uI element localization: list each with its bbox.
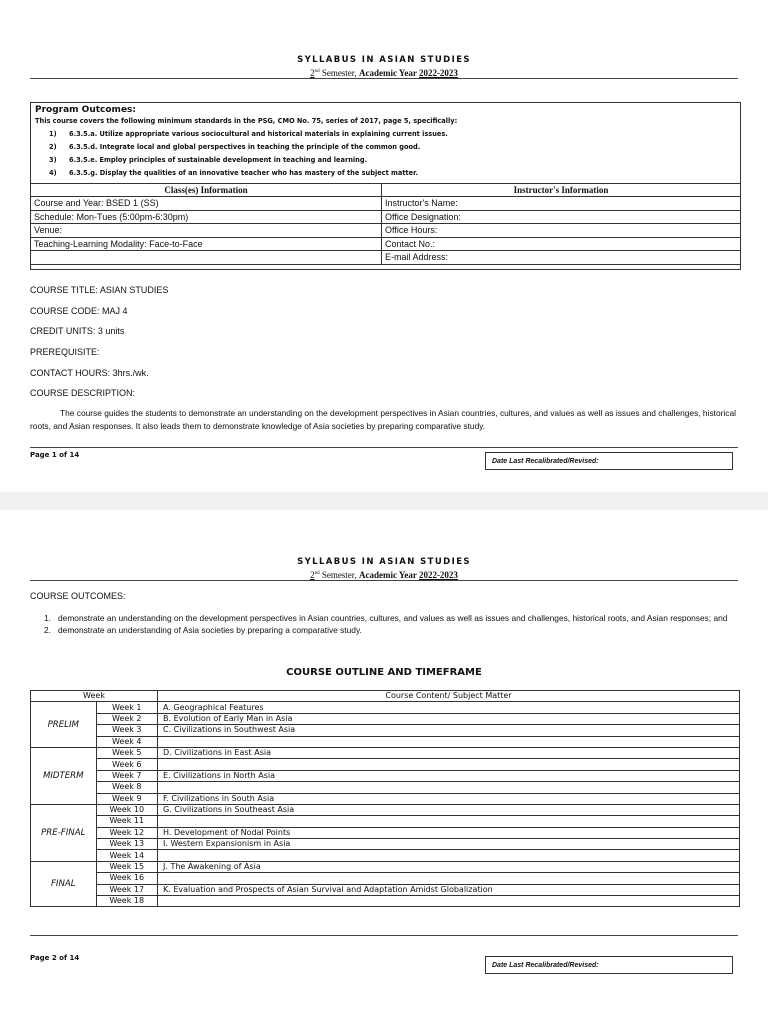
program-outcomes-intro: This course covers the following minimum standards in the PSG, CMO No. 75, series of 2017, page 5, specifically: bbox=[35, 117, 458, 125]
week-column-header: Week bbox=[31, 691, 158, 702]
semester-line: 2nd Semester, Academic Year 2022-2023 bbox=[310, 68, 458, 78]
course-outcome-number: 1. bbox=[44, 613, 51, 623]
outline-row bbox=[31, 782, 740, 793]
outline-row bbox=[31, 804, 740, 815]
contact-hours: CONTACT HOURS: 3hrs./wk. bbox=[30, 368, 149, 378]
week-cell: Week 11 bbox=[96, 816, 157, 827]
outline-row bbox=[31, 816, 740, 827]
page-2 bbox=[0, 510, 768, 1024]
week-cell: Week 7 bbox=[96, 770, 157, 781]
week-cell: Week 9 bbox=[96, 793, 157, 804]
info-row bbox=[31, 237, 741, 251]
content-cell: C. Civilizations in Southwest Asia bbox=[158, 725, 740, 736]
info-table bbox=[30, 183, 741, 265]
course-outcome-text: demonstrate an understanding of Asia societies by preparing a comparative study. bbox=[58, 625, 362, 635]
content-cell bbox=[158, 850, 740, 861]
week-cell: Week 1 bbox=[96, 702, 157, 713]
week-cell: Week 8 bbox=[96, 782, 157, 793]
content-cell: G. Civilizations in Southeast Asia bbox=[158, 804, 740, 815]
outline-row bbox=[31, 747, 740, 758]
date-revised-box: Date Last Recalibrated/Revised: bbox=[485, 452, 733, 470]
program-outcomes-section: Program Outcomes: This course covers the following minimum standards in the PSG, CMO No. 75, series of 2017, page 5, specifically: 1) 6.3.5.a. Utilize appropriate various sociocultural and historical materials in explaining current issues. 2) 6.3.5.d. Integrate local and global perspectives in teaching the principle of the common good. 3) 6.3.5.e. Employ principles of sustainable development in teaching and learning. 4) 6.3.5.g. Display the qualities of an innovative teacher who has mastery of the subject matter. bbox=[31, 103, 740, 179]
course-outcome-item bbox=[30, 613, 730, 623]
info-row bbox=[31, 224, 741, 238]
class-info-cell: Teaching-Learning Modality: Face-to-Face bbox=[31, 237, 382, 251]
course-outcome-text: demonstrate an understanding on the development perspectives in Asian countries, cultures, and values as well as issues and challenges, historical roots, and Asian responses; and bbox=[58, 613, 728, 623]
page-header bbox=[0, 55, 768, 78]
content-cell: D. Civilizations in East Asia bbox=[158, 747, 740, 758]
content-column-header: Course Content/ Subject Matter bbox=[158, 691, 740, 702]
week-cell: Week 12 bbox=[96, 827, 157, 838]
semester-line: 2nd Semester, Academic Year 2022-2023 bbox=[310, 570, 458, 580]
content-cell bbox=[158, 896, 740, 907]
program-outcomes-list bbox=[35, 130, 736, 177]
week-cell: Week 5 bbox=[96, 747, 157, 758]
program-outcomes-title: Program Outcomes bbox=[35, 105, 133, 115]
outline-table bbox=[30, 690, 740, 907]
week-cell: Week 14 bbox=[96, 850, 157, 861]
outline-row bbox=[31, 759, 740, 770]
program-outcome-item bbox=[49, 156, 736, 164]
outline-row bbox=[31, 850, 740, 861]
content-cell: I. Western Expansionism in Asia bbox=[158, 839, 740, 850]
outline-row bbox=[31, 873, 740, 884]
syllabus-title: SYLLABUS IN ASIAN STUDIES bbox=[297, 557, 471, 567]
page-1 bbox=[0, 0, 768, 492]
outline-row bbox=[31, 770, 740, 781]
content-cell bbox=[158, 759, 740, 770]
class-info-header: Class(es) Information bbox=[31, 184, 382, 197]
term-label: MIDTERM bbox=[31, 747, 97, 804]
class-info-cell: Course and Year: BSED 1 (SS) bbox=[31, 197, 382, 211]
program-outcome-text: 6.3.5.a. Utilize appropriate various sociocultural and historical materials in explaining current issues. bbox=[69, 130, 448, 138]
outline-row bbox=[31, 793, 740, 804]
program-outcome-item bbox=[49, 169, 736, 177]
outline-row bbox=[31, 725, 740, 736]
credit-units: CREDIT UNITS: 3 units bbox=[30, 326, 125, 336]
course-title: COURSE TITLE: ASIAN STUDIES bbox=[30, 285, 169, 295]
outline-title: COURSE OUTLINE AND TIMEFRAME bbox=[286, 667, 482, 678]
week-cell: Week 17 bbox=[96, 884, 157, 895]
page-header bbox=[0, 557, 768, 580]
instructor-info-cell: E-mail Address: bbox=[382, 251, 741, 265]
outline-row bbox=[31, 896, 740, 907]
content-cell: B. Evolution of Early Man in Asia bbox=[158, 713, 740, 724]
instructor-info-cell: Contact No.: bbox=[382, 237, 741, 251]
term-label: FINAL bbox=[31, 861, 97, 907]
course-outcome-number: 2. bbox=[44, 625, 51, 635]
program-outcome-item bbox=[49, 143, 736, 151]
outline-row bbox=[31, 713, 740, 724]
term-label: PRELIM bbox=[31, 702, 97, 748]
page-number: Page 1 of 14 bbox=[30, 451, 80, 459]
content-cell: F. Civilizations in South Asia bbox=[158, 793, 740, 804]
class-info-cell: Venue: bbox=[31, 224, 382, 238]
course-code: COURSE CODE: MAJ 4 bbox=[30, 306, 128, 316]
outline-row bbox=[31, 884, 740, 895]
program-outcome-number: 1) bbox=[49, 130, 57, 138]
course-description: The course guides the students to demonstrate an understanding on the development perspectives in Asian countries, cultures, and values as well as issues and challenges, historical roots, and Asian responses. It also leads them to demonstrate knowledge of Asia societies by preparing comparative study. bbox=[30, 408, 736, 431]
info-row bbox=[31, 210, 741, 224]
program-outcome-item bbox=[49, 130, 736, 138]
week-cell: Week 15 bbox=[96, 861, 157, 872]
program-outcome-text: 6.3.5.g. Display the qualities of an innovative teacher who has mastery of the subject matter. bbox=[69, 169, 418, 177]
syllabus-title: SYLLABUS IN ASIAN STUDIES bbox=[297, 55, 471, 65]
footer-rule bbox=[30, 447, 738, 448]
program-outcomes-box bbox=[30, 102, 741, 270]
content-cell bbox=[158, 736, 740, 747]
course-outcomes-label: COURSE OUTCOMES: bbox=[30, 591, 126, 601]
outline-row bbox=[31, 839, 740, 850]
content-cell bbox=[158, 873, 740, 884]
footer-rule bbox=[30, 935, 738, 936]
instructor-info-cell: Instructor's Name: bbox=[382, 197, 741, 211]
instructor-info-cell: Office Hours: bbox=[382, 224, 741, 238]
info-row bbox=[31, 197, 741, 211]
outline-row bbox=[31, 827, 740, 838]
week-cell: Week 2 bbox=[96, 713, 157, 724]
program-outcome-text: 6.3.5.d. Integrate local and global perspectives in teaching the principle of the common good. bbox=[69, 143, 421, 151]
instructor-info-header: Instructor's Information bbox=[382, 184, 741, 197]
program-outcome-number: 2) bbox=[49, 143, 57, 151]
prerequisite: PREREQUISITE: bbox=[30, 347, 100, 357]
header-rule bbox=[30, 580, 738, 581]
week-cell: Week 3 bbox=[96, 725, 157, 736]
content-cell: K. Evaluation and Prospects of Asian Survival and Adaptation Amidst Globalization bbox=[158, 884, 740, 895]
program-outcome-text: 6.3.5.e. Employ principles of sustainable development in teaching and learning. bbox=[69, 156, 368, 164]
content-cell: E. Civilizations in North Asia bbox=[158, 770, 740, 781]
week-cell: Week 10 bbox=[96, 804, 157, 815]
week-cell: Week 4 bbox=[96, 736, 157, 747]
outline-row bbox=[31, 861, 740, 872]
info-row bbox=[31, 251, 741, 265]
week-cell: Week 6 bbox=[96, 759, 157, 770]
page-number: Page 2 of 14 bbox=[30, 954, 80, 962]
date-revised-box: Date Last Recalibrated/Revised: bbox=[485, 956, 733, 974]
program-outcome-number: 4) bbox=[49, 169, 57, 177]
content-cell: J. The Awakening of Asia bbox=[158, 861, 740, 872]
week-cell: Week 18 bbox=[96, 896, 157, 907]
content-cell bbox=[158, 782, 740, 793]
course-description-label: COURSE DESCRIPTION: bbox=[30, 388, 136, 398]
course-outcome-item bbox=[30, 625, 730, 635]
course-outcomes-list bbox=[30, 613, 730, 637]
content-cell: H. Development of Nodal Points bbox=[158, 827, 740, 838]
outline-row bbox=[31, 702, 740, 713]
week-cell: Week 13 bbox=[96, 839, 157, 850]
program-outcome-number: 3) bbox=[49, 156, 57, 164]
week-cell: Week 16 bbox=[96, 873, 157, 884]
class-info-cell: Schedule: Mon-Tues (5:00pm-6:30pm) bbox=[31, 210, 382, 224]
term-label: PRE-FINAL bbox=[31, 804, 97, 861]
outline-row bbox=[31, 736, 740, 747]
content-cell bbox=[158, 816, 740, 827]
header-rule bbox=[30, 78, 738, 79]
content-cell: A. Geographical Features bbox=[158, 702, 740, 713]
class-info-cell bbox=[31, 251, 382, 265]
instructor-info-cell: Office Designation: bbox=[382, 210, 741, 224]
